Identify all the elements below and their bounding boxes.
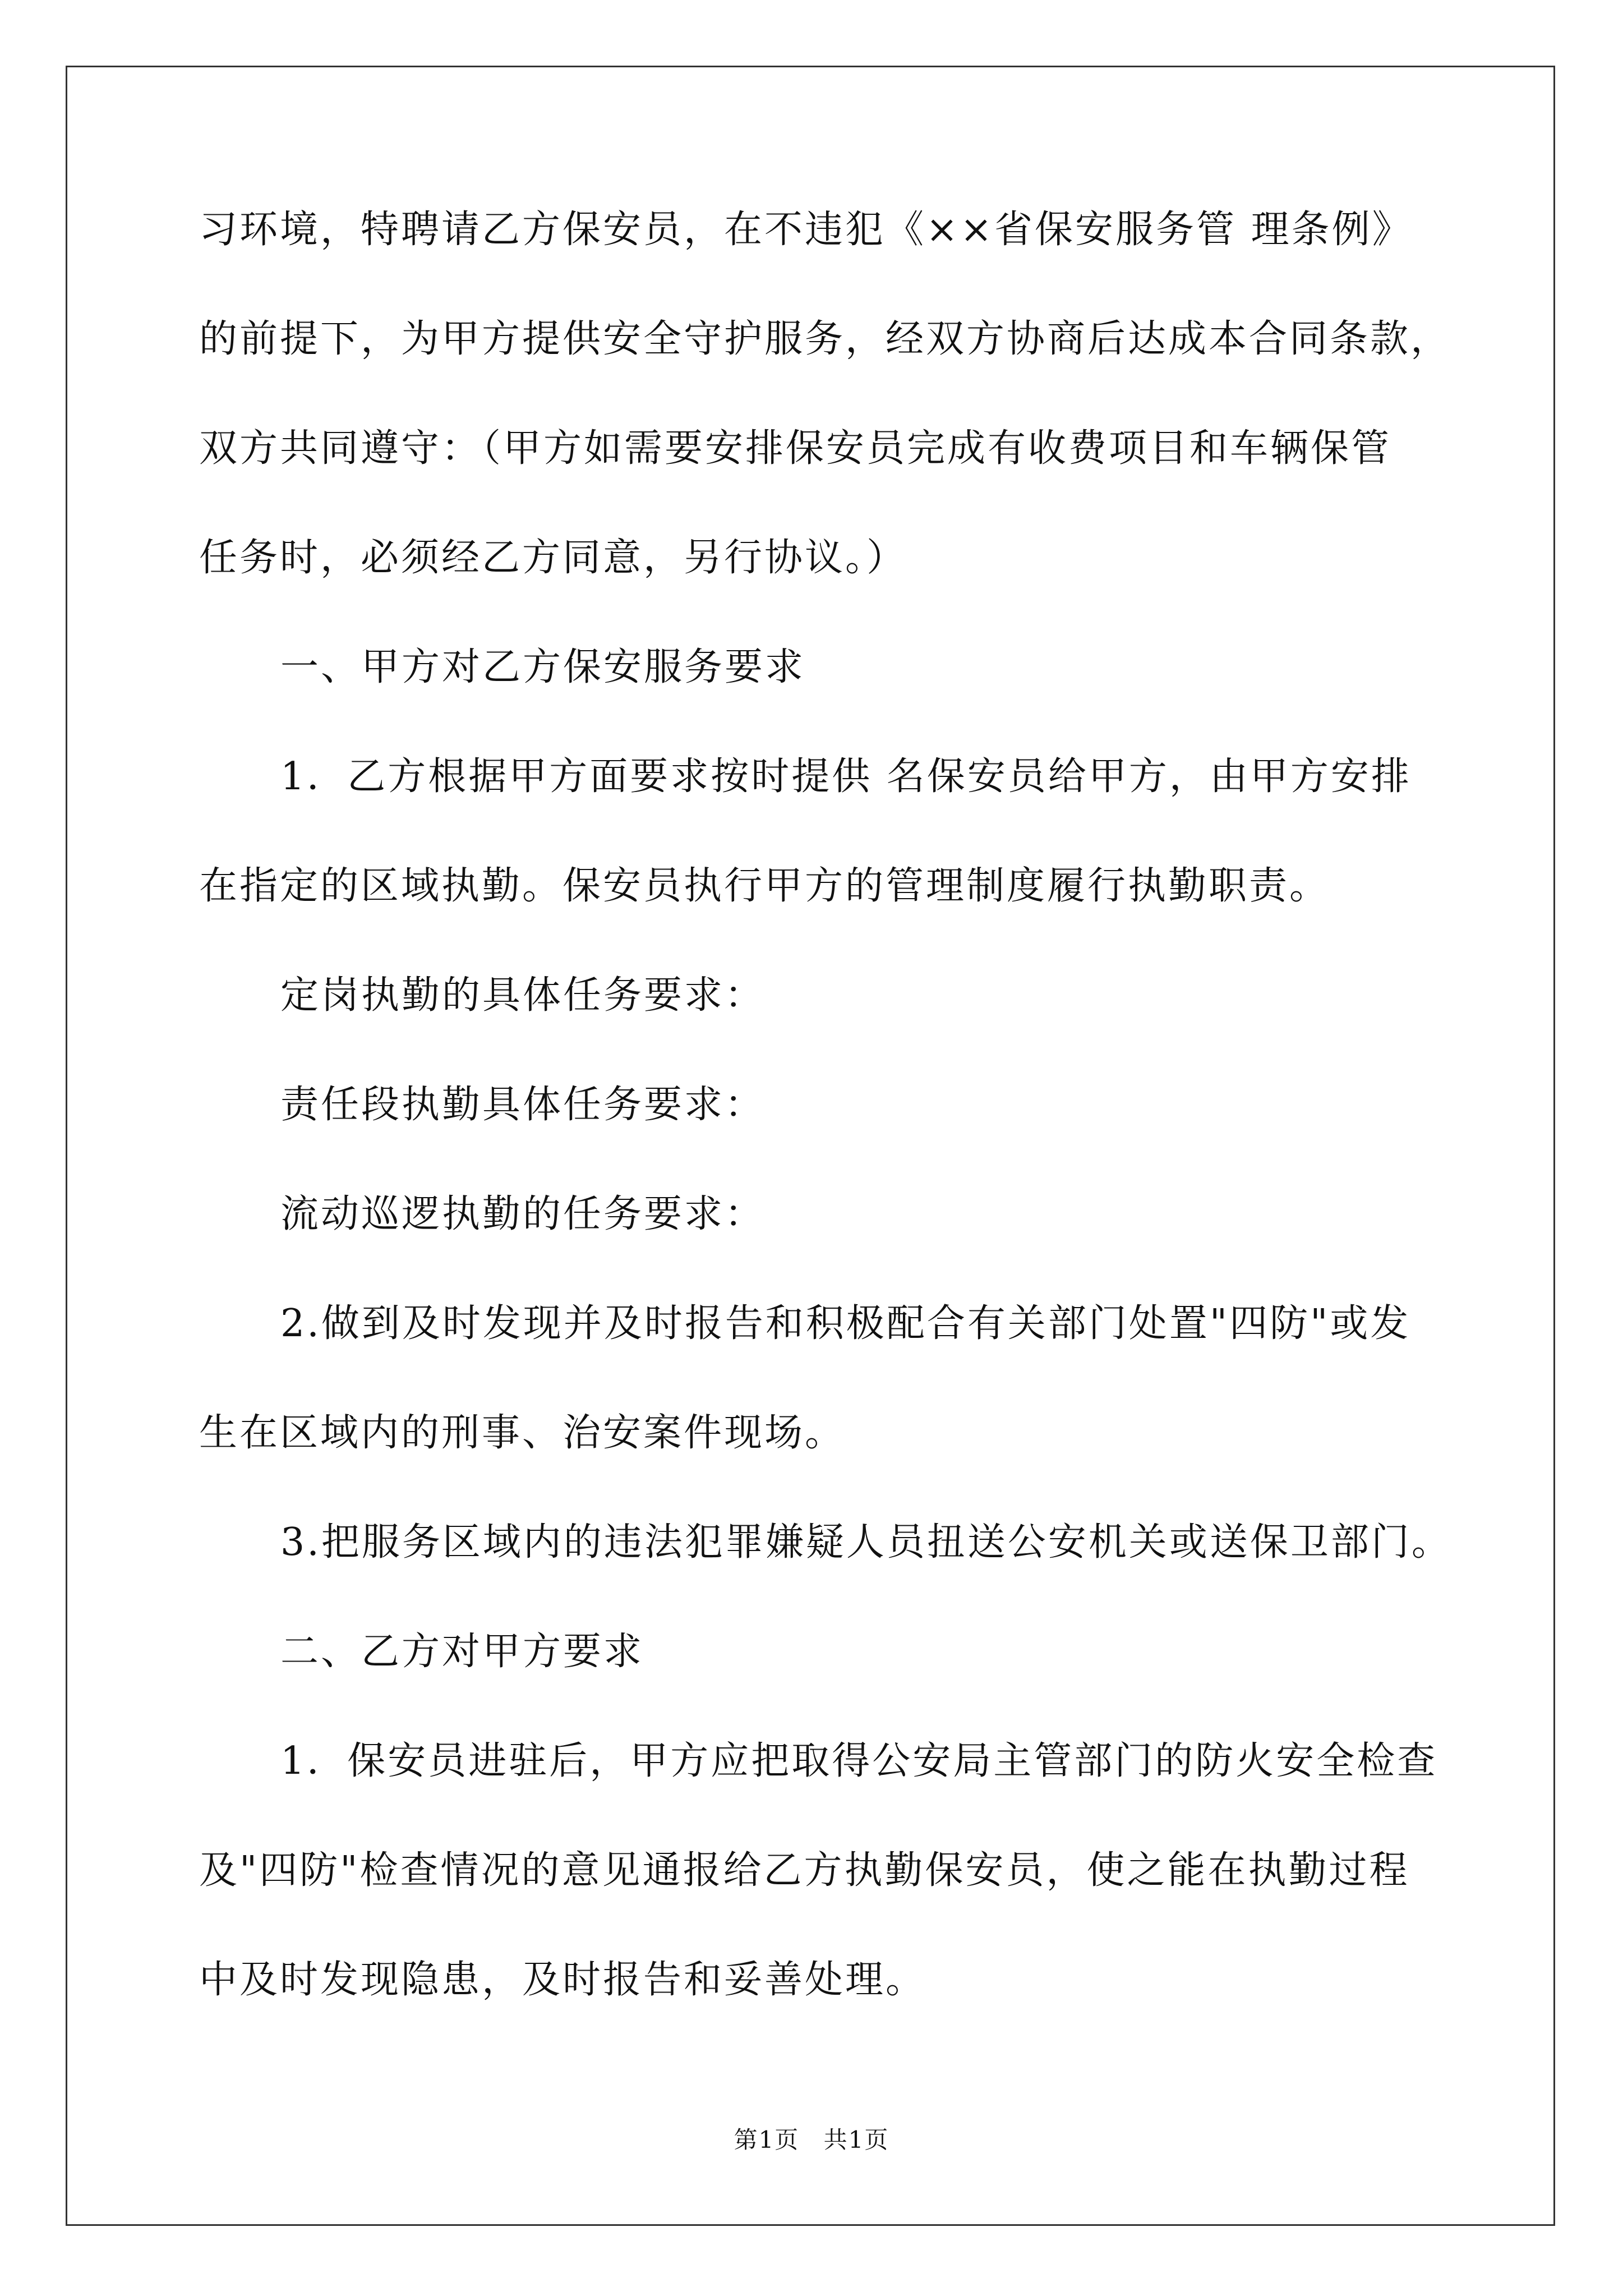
text-line: 流动巡逻执勤的任务要求：: [280, 1192, 766, 1236]
text-line: 在指定的区域执勤。保安员执行甲方的管理制度履行执勤职责。: [199, 864, 1330, 908]
paragraph-patrol: [199, 1186, 1433, 1243]
paragraph-intro: [199, 202, 1451, 586]
text-line: 任务时，必须经乙方同意，另行协议。）: [199, 536, 907, 580]
paragraph-item-1: [199, 749, 1433, 914]
text-line: 1．乙方根据甲方面要求按时提供 名保安员给甲方，由甲方安排: [280, 754, 1412, 799]
text-line: 的前提下，为甲方提供安全守护服务，经双方协商后达成本合同条款，: [199, 317, 1451, 361]
text-line: 习环境，特聘请乙方保安员，在不违犯《××省保安服务管 理条例》: [199, 208, 1413, 252]
text-line: 1．保安员进驻后，甲方应把取得公安局主管部门的防火安全检查: [280, 1739, 1438, 1783]
paragraph-item-3: [199, 1515, 1452, 1571]
page-number: 第1页: [734, 2126, 800, 2154]
section-heading-1: [199, 639, 1433, 696]
heading-text: 二、乙方对甲方要求: [280, 1630, 644, 1674]
heading-text: 一、甲方对乙方保安服务要求: [280, 645, 806, 689]
paragraph-section-duty: [199, 1077, 1433, 1133]
paragraph-fixed-post: [199, 968, 1433, 1024]
page-total: 共1页: [823, 2126, 889, 2154]
text-line: 及"四防"检查情况的意见通报给乙方执勤保安员，使之能在执勤过程: [199, 1848, 1410, 1893]
text-line: 生在区域内的刑事、治安案件现场。: [199, 1411, 846, 1455]
text-line: 2.做到及时发现并及时报告和积极配合有关部门处置"四防"或发: [280, 1301, 1411, 1346]
paragraph-item-2: [199, 1296, 1433, 1461]
paragraph-item-b1: [199, 1733, 1438, 2008]
text-line: 3.把服务区域内的违法犯罪嫌疑人员扭送公安机关或送保卫部门。: [280, 1520, 1452, 1565]
page-footer: [0, 2122, 1623, 2155]
section-heading-2: [199, 1624, 1433, 1680]
text-line: 定岗执勤的具体任务要求：: [280, 973, 766, 1018]
text-line: 双方共同遵守：（甲方如需要安排保安员完成有收费项目和车辆保管: [199, 426, 1392, 471]
document-body: [199, 202, 1452, 2062]
text-line: 责任段执勤具体任务要求：: [280, 1083, 766, 1127]
text-line: 中及时发现隐患，及时报告和妥善处理。: [199, 1958, 926, 2002]
